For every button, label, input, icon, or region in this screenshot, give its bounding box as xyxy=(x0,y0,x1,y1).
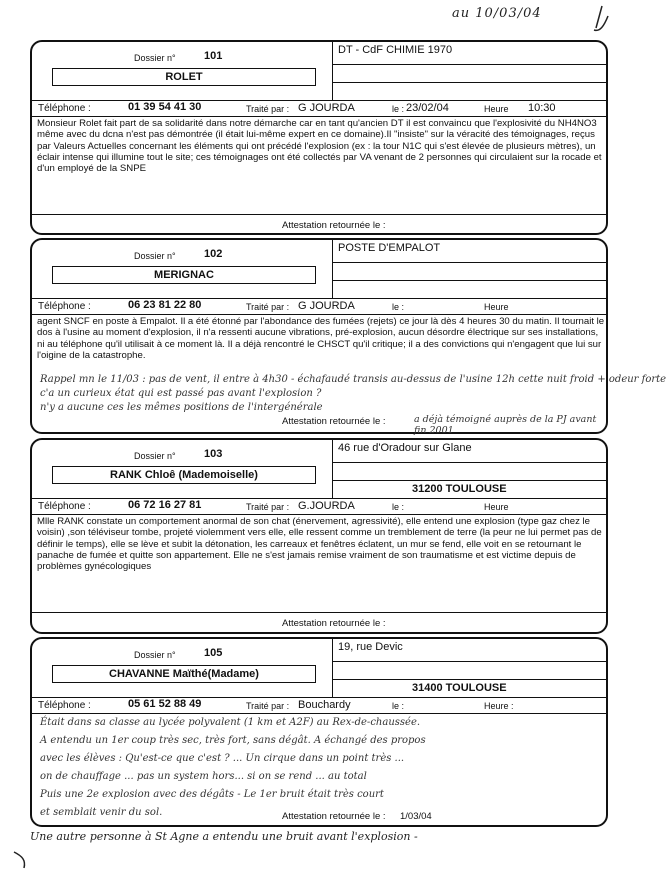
telephone-label: Téléphone : xyxy=(38,301,91,312)
dossier-number: 105 xyxy=(204,647,223,659)
card-header xyxy=(32,639,332,697)
handled-by-value: G.JOURDA xyxy=(298,500,355,512)
header-divider xyxy=(332,639,333,697)
handled-by-label: Traité par : xyxy=(246,104,290,114)
testimony-text: Mlle RANK constate un comportement anormal de son chat (énervement, agressivité), elle entend une explosion (type gaz chez le voisin) ,son téléviseur tombe, projeté violemment vers elle, elle ressent comme un tremblement de terre (la peur ne lui permet pas de définir le temps), elle se lève et subit la détonation, les carreaux et fenêtres éclatent, un mur se fend, elle voit en se retournant le panache de fumée et quitte son appartement. Elle ne s'est jamais remise vraiment de son traumatisme et est victime depuis de problèmes gynécologiques xyxy=(37,516,602,573)
contact-name: MERIGNAC xyxy=(52,266,316,284)
telephone-label: Téléphone : xyxy=(38,103,91,114)
header-divider xyxy=(332,42,333,100)
handwritten-note: et semblait venir du sol. xyxy=(40,807,163,818)
telephone-label: Téléphone : xyxy=(38,501,91,512)
dossier-label: Dossier n° xyxy=(134,53,176,63)
contact-row xyxy=(32,100,608,116)
margin-mark xyxy=(12,850,30,870)
handled-by-label: Traité par : xyxy=(246,701,290,711)
testimony-text: Monsieur Rolet fait part de sa solidarité dans notre démarche car en tant qu'ancien DT il est convaincu que l'explosivité du NH4NO3 même avec du dcna n'est pas démontrée (il était lui-même expert en ce domaine).Il "insiste" sur la véracité des témoignages, reçus par Valeurs Actuelles concernant les éléments qui ont précédé l'explosion (ex : la tour N1C qui s'est élevée de plusieurs mètres), un éclair intense qui illumine tout le site; ces témoignages ont été collectés par VA venant de 2 personnes qui circulaient sur la rocade et d'un employé de la SNPE xyxy=(37,118,602,175)
handwritten-note: on de chauffage ... pas un system hors... si on se rend ... au total xyxy=(40,771,367,782)
contact-name: CHAVANNE Maïthé(Madame) xyxy=(52,665,316,683)
contact-row xyxy=(32,498,608,514)
time-value: 10:30 xyxy=(528,102,556,114)
address-rule xyxy=(332,679,608,680)
row-divider xyxy=(32,514,608,515)
address-rule xyxy=(332,82,608,83)
address-city: 31200 TOULOUSE xyxy=(412,483,507,495)
dossier-card xyxy=(30,438,608,634)
telephone-number: 06 23 81 22 80 xyxy=(128,299,202,311)
address-rule xyxy=(332,280,608,281)
handled-by-label: Traité par : xyxy=(246,502,290,512)
dossier-label: Dossier n° xyxy=(134,451,176,461)
handwritten-note: Était dans sa classe au lycée polyvalent (1 km et A2F) au Rex-de-chaussée. xyxy=(40,717,421,728)
row-divider xyxy=(32,116,608,117)
handled-by-value: G JOURDA xyxy=(298,300,355,312)
dossier-label: Dossier n° xyxy=(134,650,176,660)
date-label: le : xyxy=(392,701,405,711)
dossier-label: Dossier n° xyxy=(134,251,176,261)
row-divider xyxy=(32,214,608,215)
time-label: Heure xyxy=(484,104,509,114)
contact-row xyxy=(32,697,608,713)
card-header xyxy=(32,240,332,298)
date-value: 23/02/04 xyxy=(406,102,449,114)
dossier-number: 103 xyxy=(204,448,223,460)
row-divider xyxy=(32,612,608,613)
address-rule xyxy=(332,480,608,481)
dossier-card xyxy=(30,637,608,827)
telephone-number: 06 72 16 27 81 xyxy=(128,499,202,511)
dossier-number: 101 xyxy=(204,50,223,62)
attestation-label: Attestation retournée le : xyxy=(282,220,386,231)
corner-handwritten-note: au 10/03/04 xyxy=(452,6,542,21)
bottom-handwritten-note: Une autre personne à St Agne a entendu une bruit avant l'explosion - xyxy=(30,830,418,843)
contact-name: RANK Chloê (Mademoiselle) xyxy=(52,466,316,484)
telephone-number: 05 61 52 88 49 xyxy=(128,698,202,710)
date-label: le : xyxy=(392,302,405,312)
dossier-card xyxy=(30,40,608,235)
telephone-label: Téléphone : xyxy=(38,700,91,711)
testimony-text: agent SNCF en poste à Empalot. Il a été étonné par l'abondance des fumées (rejets) ce jour là dès 4 heures 30 du matin. Il tournait le dos à l'usine au moment d'explosion, il n'a ressenti aucune vibrations, pré-explosion, aucun désordre électrique sur ses installations, ni au téléphone qu'il utilisait à ce moment là. Il a déjà rencontré le CHSCT qu'il critique; il a des convictions qui n'engagent que lui sur l'oigine de la catastrophe. xyxy=(37,316,605,361)
handwritten-note: Puis une 2e explosion avec des dégâts - Le 1er bruit était très court xyxy=(40,789,384,800)
card-header xyxy=(32,42,332,100)
address-line: DT - CdF CHIMIE 1970 xyxy=(338,44,453,56)
telephone-number: 01 39 54 41 30 xyxy=(128,101,202,113)
address-rule xyxy=(332,262,608,263)
row-divider xyxy=(32,713,608,714)
attestation-label: Attestation retournée le : xyxy=(282,618,386,629)
handwritten-note: n'y a aucune ces les mêmes positions de l'intergénérale xyxy=(40,402,323,413)
dossier-card xyxy=(30,238,666,436)
address-line: 46 rue d'Oradour sur Glane xyxy=(338,442,472,454)
card-header xyxy=(32,440,332,498)
header-divider xyxy=(332,440,333,498)
date-label: le : xyxy=(392,104,405,114)
row-divider xyxy=(32,314,608,315)
handwritten-note: avec les élèves : Qu'est-ce que c'est ? ... Un cirque dans un point très ... xyxy=(40,753,405,764)
handled-by-value: Bouchardy xyxy=(298,699,351,711)
address-rule xyxy=(332,462,608,463)
attestation-date: 1/03/04 xyxy=(400,811,432,822)
contact-name: ROLET xyxy=(52,68,316,86)
attestation-label: Attestation retournée le : xyxy=(282,416,386,427)
address-rule xyxy=(332,64,608,65)
address-line: POSTE D'EMPALOT xyxy=(338,242,441,254)
handwritten-note: A entendu un 1er coup très sec, très fort, sans dégât. A échangé des propos xyxy=(40,735,426,746)
date-label: le : xyxy=(392,502,405,512)
address-city: 31400 TOULOUSE xyxy=(412,682,507,694)
time-label: Heure : xyxy=(484,701,514,711)
dossier-number: 102 xyxy=(204,248,223,260)
time-label: Heure xyxy=(484,302,509,312)
address-rule xyxy=(332,661,608,662)
time-label: Heure xyxy=(484,502,509,512)
contact-row xyxy=(32,298,608,314)
handwritten-note: Rappel mn le 11/03 : pas de vent, il entre à 4h30 - échafaudé transis au-dessus de l'usine 12h cette nuit froid + odeur forte xyxy=(40,374,666,385)
handled-by-value: G JOURDA xyxy=(298,102,355,114)
address-line: 19, rue Devic xyxy=(338,641,403,653)
corner-check-mark xyxy=(590,4,610,34)
attestation-handwritten: a déjà témoigné auprès de la PJ avant fin 2001 xyxy=(414,414,597,436)
attestation-label: Attestation retournée le : xyxy=(282,811,386,822)
handled-by-label: Traité par : xyxy=(246,302,290,312)
header-divider xyxy=(332,240,333,298)
handwritten-note: c'a un curieux état qui est passé pas avant l'explosion ? xyxy=(40,388,322,399)
